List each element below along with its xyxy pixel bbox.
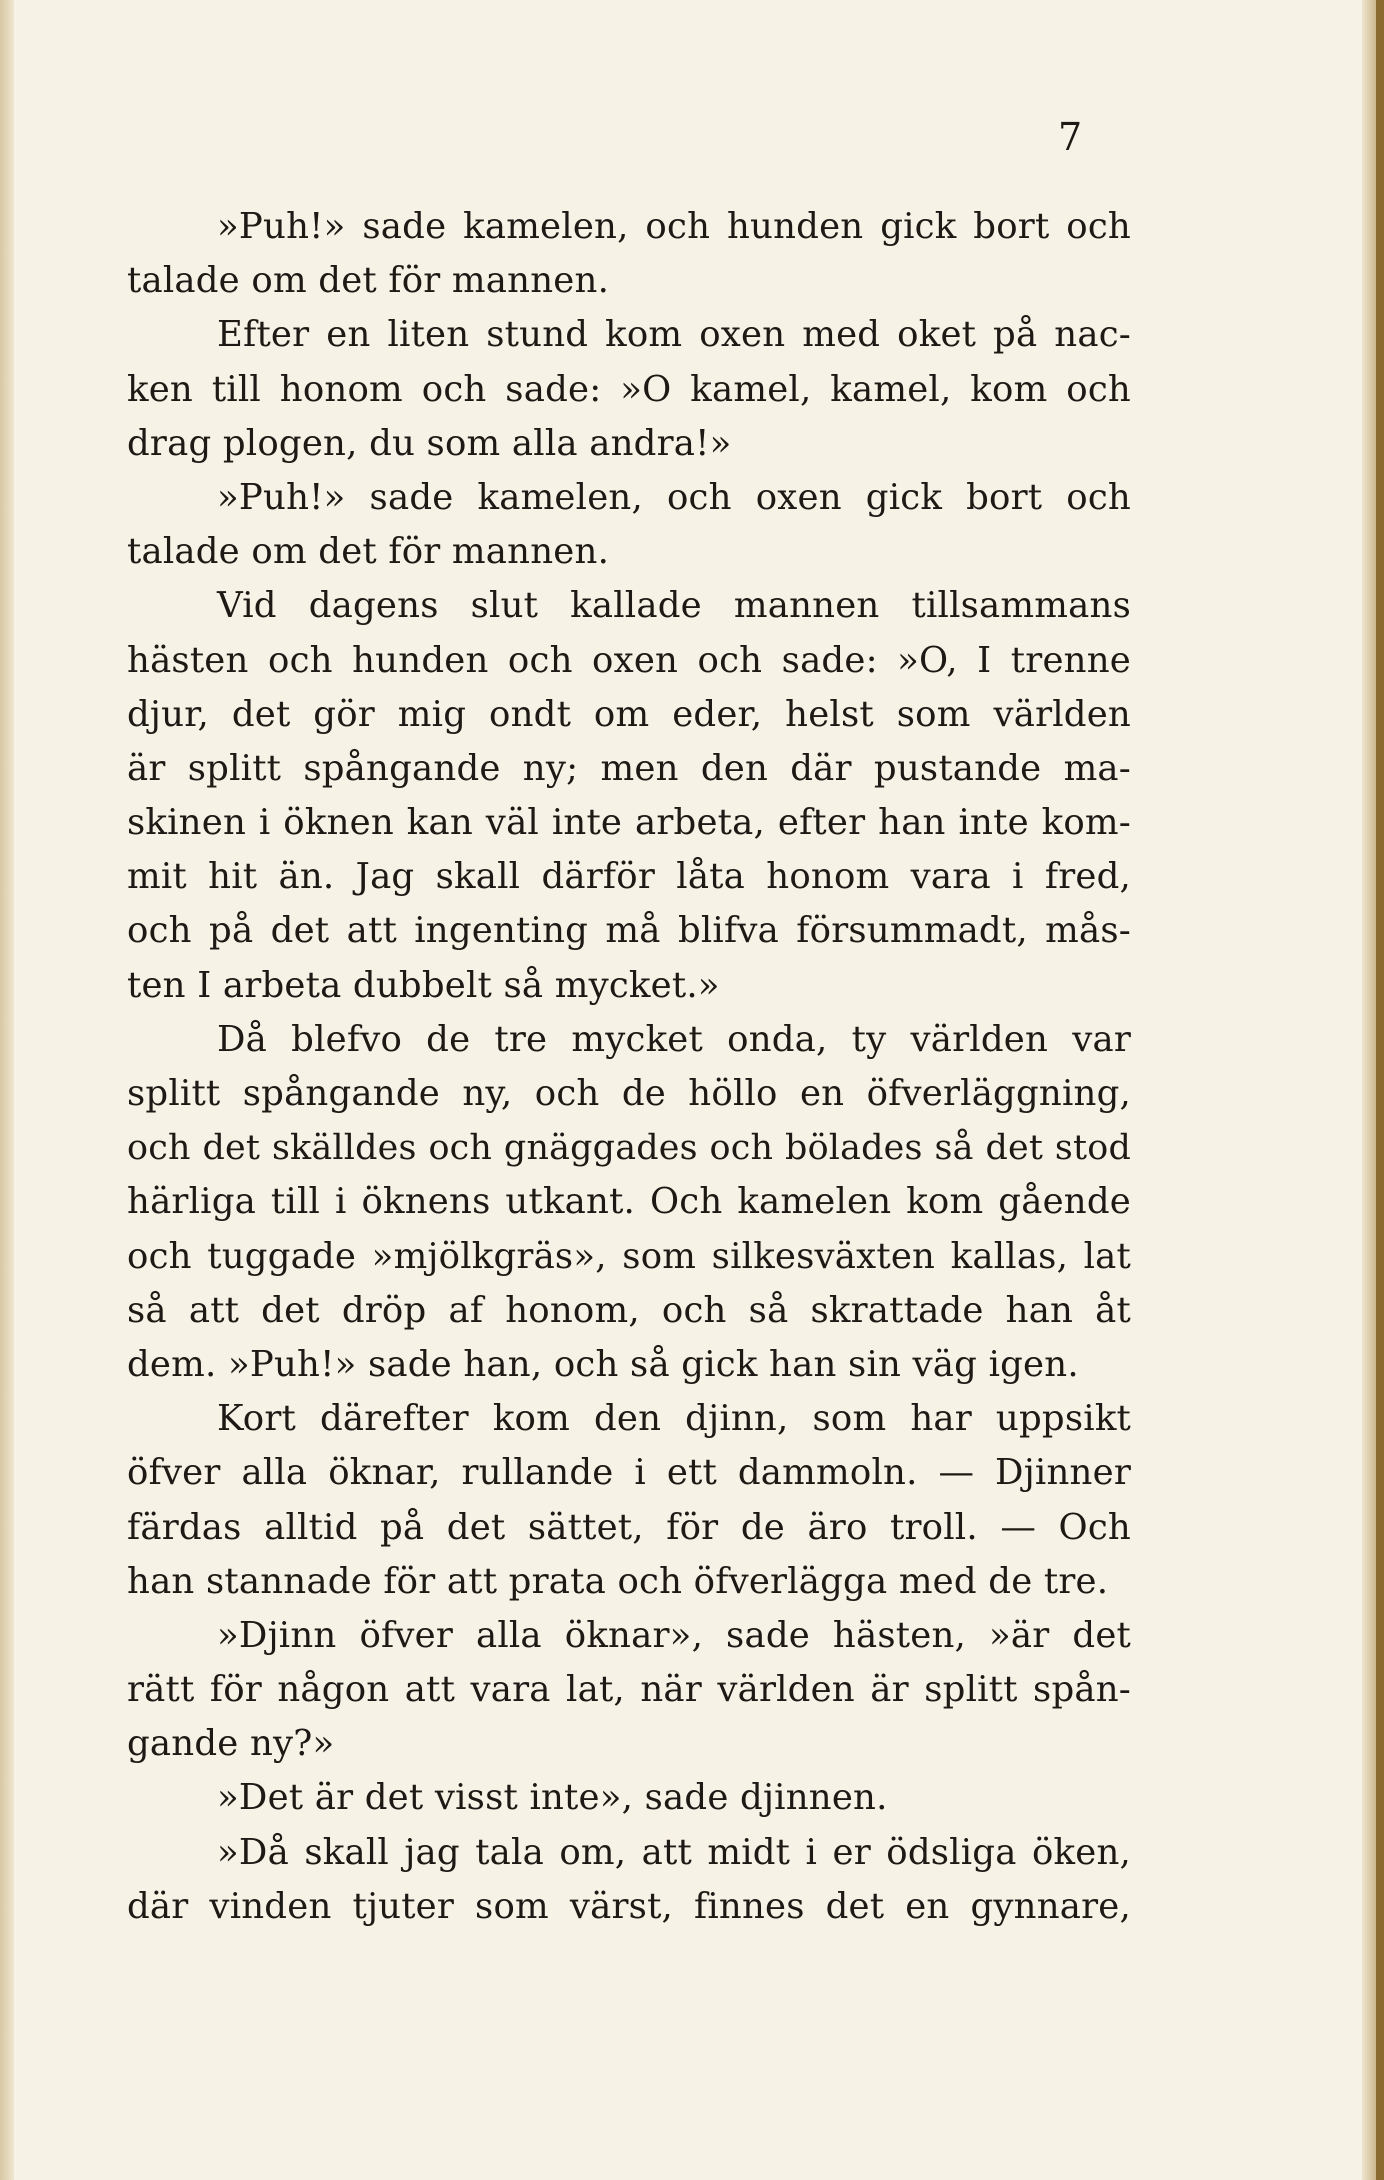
- text-line: skinen i öknen kan väl inte arbeta, efter han inte kom-: [127, 802, 1131, 844]
- text-line: djur, det gör mig ondt om eder, helst som världen: [127, 693, 1131, 735]
- book-cover-edge: [1376, 0, 1384, 2180]
- text-line: Vid dagens slut kallade mannen tillsammans: [217, 585, 1131, 627]
- text-line: han stannade för att prata och öfverlägga med de tre.: [127, 1560, 1109, 1602]
- text-line: ken till honom och sade: »O kamel, kamel, kom och: [127, 368, 1131, 410]
- text-line: härliga till i öknens utkant. Och kamelen kom gående: [127, 1181, 1131, 1223]
- page-fold-shadow: [1362, 0, 1376, 2180]
- text-line: mit hit än. Jag skall därför låta honom vara i fred,: [127, 856, 1131, 898]
- text-line: rätt för någon att vara lat, när världen är splitt spån-: [127, 1669, 1131, 1711]
- text-line: hästen och hunden och oxen och sade: »O, I trenne: [127, 639, 1131, 681]
- page-binding-edge: [0, 0, 14, 2180]
- text-line: och på det att ingenting må blifva försummadt, mås-: [127, 910, 1131, 952]
- text-line: Efter en liten stund kom oxen med oket på nac-: [217, 314, 1131, 356]
- text-line: öfver alla öknar, rullande i ett dammoln. — Djinner: [127, 1452, 1131, 1494]
- text-line: »Då skall jag tala om, att midt i er ödsliga öken,: [217, 1831, 1131, 1873]
- text-line: ten I arbeta dubbelt så mycket.»: [127, 964, 720, 1006]
- text-line: »Djinn öfver alla öknar», sade hästen, »är det: [217, 1614, 1131, 1656]
- body-text: [127, 200, 1131, 1934]
- text-line: drag plogen, du som alla andra!»: [127, 422, 732, 464]
- text-line: »Det är det visst inte», sade djinnen.: [217, 1777, 888, 1819]
- text-line: splitt spångande ny, och de höllo en öfverläggning,: [127, 1073, 1131, 1114]
- text-line: Då blefvo de tre mycket onda, ty världen var: [217, 1018, 1131, 1060]
- text-line: talade om det för mannen.: [127, 260, 610, 302]
- text-line: Kort därefter kom den djinn, som har uppsikt: [217, 1398, 1131, 1440]
- text-line: och tuggade »mjölkgräs», som silkesväxten kallas, lat: [127, 1235, 1131, 1277]
- text-line: och det skälldes och gnäggades och bölades så det stod: [127, 1128, 1131, 1169]
- text-line: färdas alltid på det sättet, för de äro troll. — Och: [127, 1506, 1131, 1548]
- text-line: dem. »Puh!» sade han, och så gick han sin väg igen.: [127, 1343, 1079, 1385]
- text-line: »Puh!» sade kamelen, och hunden gick bort och: [217, 206, 1131, 247]
- text-line: där vinden tjuter som värst, finnes det en gynnare,: [127, 1885, 1131, 1927]
- text-line: gande ny?»: [127, 1723, 335, 1765]
- text-line: så att det dröp af honom, och så skrattade han åt: [127, 1289, 1131, 1331]
- text-line: är splitt spångande ny; men den där pustande ma-: [127, 747, 1131, 789]
- page-number: 7: [1058, 115, 1083, 159]
- text-line: »Puh!» sade kamelen, och oxen gick bort och: [217, 476, 1131, 518]
- text-line: talade om det för mannen.: [127, 531, 610, 573]
